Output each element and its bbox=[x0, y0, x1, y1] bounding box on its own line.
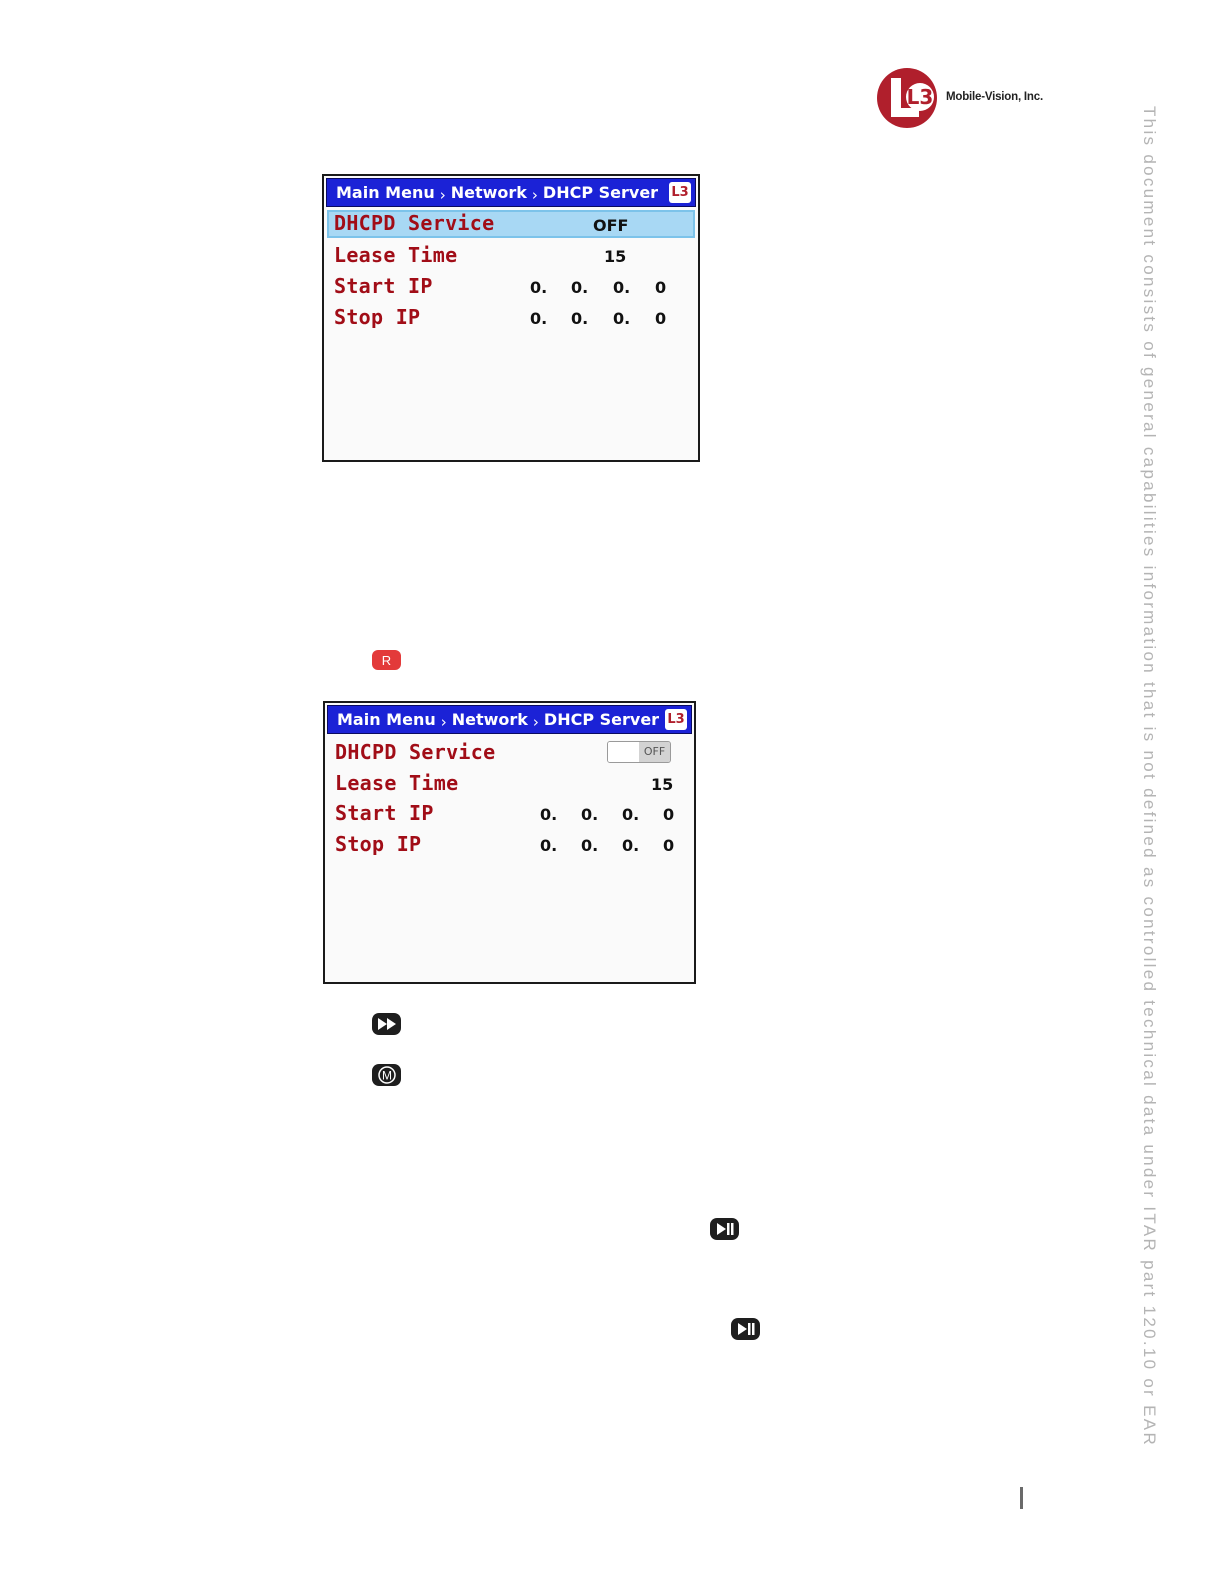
ip-octet: 0. bbox=[571, 278, 589, 297]
lease-time-value: 15 bbox=[651, 775, 674, 794]
breadcrumb-main-menu[interactable]: Main Menu bbox=[337, 710, 436, 729]
breadcrumb-network[interactable]: Network bbox=[451, 710, 528, 729]
menu-row-label: Start IP bbox=[335, 801, 434, 825]
ip-octet: 0. bbox=[622, 836, 640, 855]
chevron-right-icon: › bbox=[439, 185, 446, 204]
toggle-knob bbox=[608, 742, 640, 762]
dhcp-server-screen-selected bbox=[322, 174, 700, 462]
ip-octet: 0. bbox=[581, 805, 599, 824]
ip-octet: 0. bbox=[540, 805, 558, 824]
menu-row-start-ip[interactable] bbox=[332, 273, 692, 301]
menu-row-label: Start IP bbox=[334, 274, 433, 298]
menu-row-dhcpd-service[interactable] bbox=[333, 739, 693, 767]
ip-octet: 0. bbox=[530, 309, 548, 328]
ip-octet: 0 bbox=[655, 309, 667, 328]
ip-octet: 0. bbox=[622, 805, 640, 824]
play-pause-icon bbox=[731, 1318, 760, 1340]
breadcrumb-dhcp-server[interactable]: DHCP Server bbox=[543, 710, 660, 729]
dhcpd-service-toggle[interactable] bbox=[607, 741, 671, 763]
dhcpd-service-value: OFF bbox=[593, 216, 629, 235]
breadcrumb-network[interactable]: Network bbox=[450, 183, 527, 202]
menu-row-label: Lease Time bbox=[334, 243, 458, 267]
export-control-notice: This document consists of general capabilities information that is not defined as controlled technical data under ITAR part 120.10 or EAR bbox=[1140, 106, 1159, 1448]
menu-row-dhcpd-service[interactable] bbox=[327, 210, 695, 238]
ip-octet: 0. bbox=[613, 278, 631, 297]
breadcrumb bbox=[327, 705, 692, 734]
chevron-right-icon: › bbox=[531, 185, 538, 204]
ip-octet: 0. bbox=[581, 836, 599, 855]
dhcp-server-screen-toggle bbox=[323, 701, 696, 984]
breadcrumb-dhcp-server[interactable]: DHCP Server bbox=[542, 183, 659, 202]
record-button-icon: R bbox=[372, 650, 401, 670]
ip-octet: 0 bbox=[655, 278, 667, 297]
ip-octet: 0. bbox=[571, 309, 589, 328]
menu-row-label: Stop IP bbox=[334, 305, 421, 329]
ip-octet: 0. bbox=[613, 309, 631, 328]
ip-octet: 0 bbox=[663, 805, 675, 824]
svg-text:M: M bbox=[381, 1068, 392, 1083]
logo-mark: L3 bbox=[906, 85, 934, 109]
lease-time-value: 15 bbox=[604, 247, 627, 266]
l3-badge-icon: L3 bbox=[665, 709, 687, 730]
l3-logo-icon bbox=[874, 66, 942, 130]
ip-octet: 0. bbox=[540, 836, 558, 855]
menu-row-label: Lease Time bbox=[335, 771, 459, 795]
menu-row-label: DHCPD Service bbox=[335, 740, 496, 764]
chevron-right-icon: › bbox=[440, 712, 447, 731]
company-logo bbox=[874, 66, 1074, 130]
chevron-right-icon: › bbox=[532, 712, 539, 731]
menu-row-start-ip[interactable] bbox=[333, 800, 693, 828]
play-pause-icon bbox=[710, 1218, 739, 1240]
menu-row-lease-time[interactable] bbox=[333, 770, 693, 798]
company-name: Mobile-Vision, Inc. bbox=[946, 91, 1043, 103]
menu-row-label: Stop IP bbox=[335, 832, 422, 856]
fast-forward-icon bbox=[372, 1013, 401, 1035]
menu-row-lease-time[interactable] bbox=[332, 242, 692, 270]
footer-divider bbox=[1020, 1487, 1023, 1509]
ip-octet: 0. bbox=[530, 278, 548, 297]
menu-row-stop-ip[interactable] bbox=[333, 831, 693, 859]
ip-octet: 0 bbox=[663, 836, 675, 855]
breadcrumb bbox=[326, 178, 696, 207]
menu-button-icon bbox=[372, 1064, 401, 1086]
l3-badge-icon: L3 bbox=[669, 182, 691, 203]
toggle-state-label: OFF bbox=[639, 742, 670, 762]
menu-row-stop-ip[interactable] bbox=[332, 304, 692, 332]
menu-row-label: DHCPD Service bbox=[334, 211, 495, 235]
breadcrumb-main-menu[interactable]: Main Menu bbox=[336, 183, 435, 202]
